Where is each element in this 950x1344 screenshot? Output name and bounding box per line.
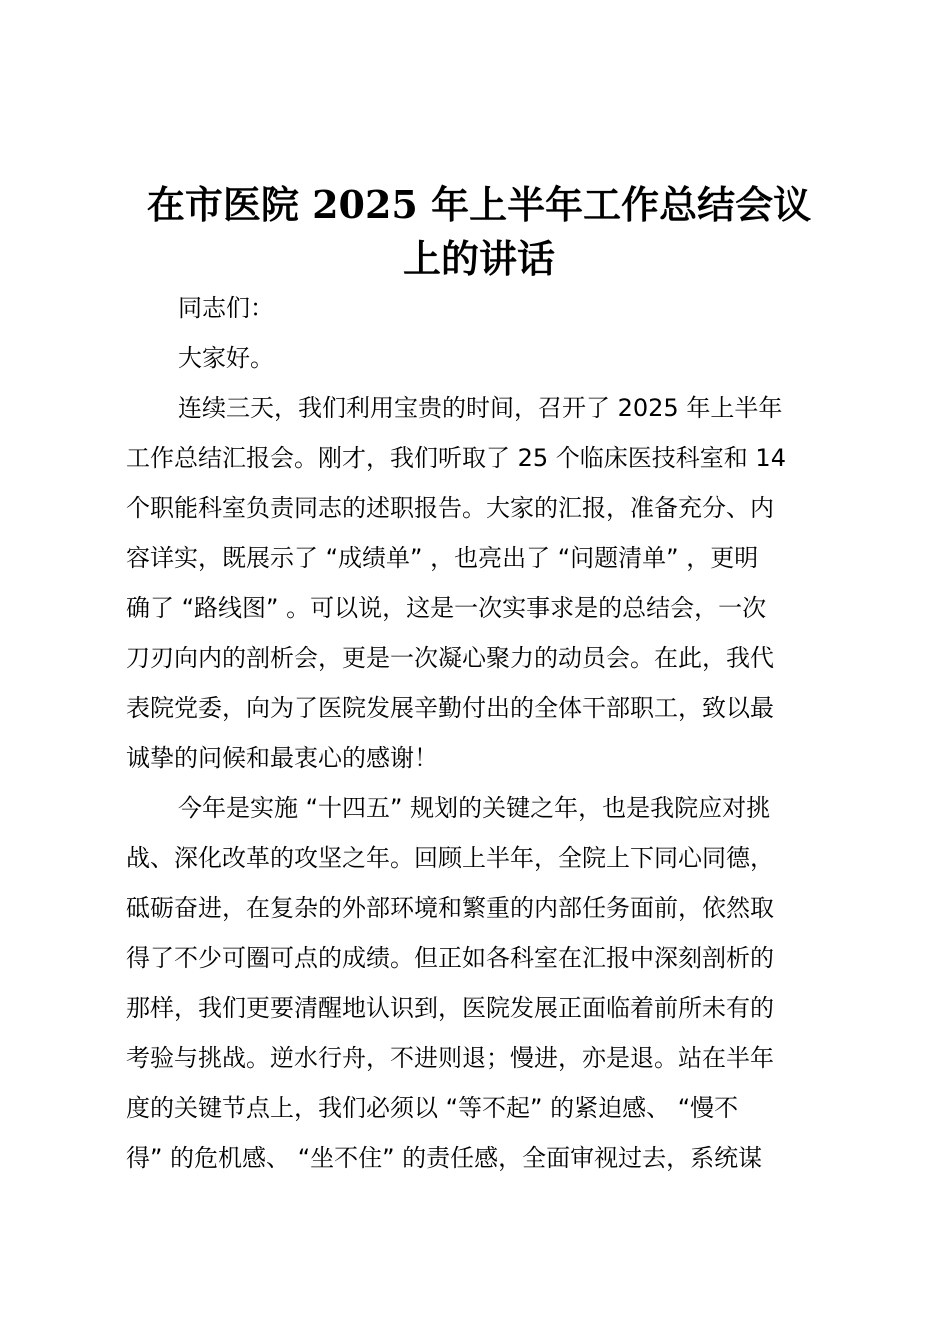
- text-line: 刀刃向内的剖析会，更是一次凝心聚力的动员会。在此，我代: [126, 644, 774, 672]
- text-line: 工作总结汇报会。刚才，我们听取了 25 个临床医技科室和 14: [126, 444, 786, 472]
- text-line: 确了 “路线图” 。可以说，这是一次实事求是的总结会，一次: [126, 594, 767, 622]
- body-paragraph: [126, 383, 836, 783]
- text-line: 连续三天，我们利用宝贵的时间，召开了 2025 年上半年: [178, 394, 783, 422]
- text-line: 表院党委，向为了医院发展辛勤付出的全体干部职工，致以最: [126, 694, 774, 722]
- text-line: 大家好。: [178, 344, 274, 372]
- text-line: 诚挚的问候和最衷心的感谢！: [126, 744, 438, 772]
- text-line: 个职能科室负责同志的述职报告。大家的汇报，准备充分、内: [126, 494, 774, 522]
- title-line: 在市医院 2025 年上半年工作总结会议: [146, 182, 812, 227]
- text-line: 容详实，既展示了 “成绩单” ，也亮出了 “问题清单” ，更明: [126, 544, 759, 572]
- text-line: 考验与挑战。逆水行舟，不进则退；慢进，亦是退。站在半年: [126, 1044, 774, 1072]
- text-line: 今年是实施 “十四五” 规划的关键之年，也是我院应对挑: [178, 794, 771, 822]
- salutation-paragraph: [126, 283, 836, 333]
- greeting-paragraph: [126, 333, 836, 383]
- text-line: 度的关键节点上，我们必须以 “等不起” 的紧迫感、 “慢不: [126, 1094, 739, 1122]
- text-line: 得” 的危机感、 “坐不住” 的责任感，全面审视过去，系统谋: [126, 1144, 763, 1172]
- text-line: 得了不少可圈可点的成绩。但正如各科室在汇报中深刻剖析的: [126, 944, 774, 972]
- text-line: 战、深化改革的攻坚之年。回顾上半年，全院上下同心同德，: [126, 844, 774, 872]
- text-line: 同志们：: [178, 294, 274, 322]
- text-line: 砥砺奋进，在复杂的外部环境和繁重的内部任务面前，依然取: [126, 894, 774, 922]
- document-body: [126, 283, 836, 1183]
- text-line: 那样，我们更要清醒地认识到，医院发展正面临着前所未有的: [126, 994, 774, 1022]
- document-title: [126, 178, 832, 286]
- title-line: 上的讲话: [402, 236, 555, 281]
- body-paragraph: [126, 783, 836, 1183]
